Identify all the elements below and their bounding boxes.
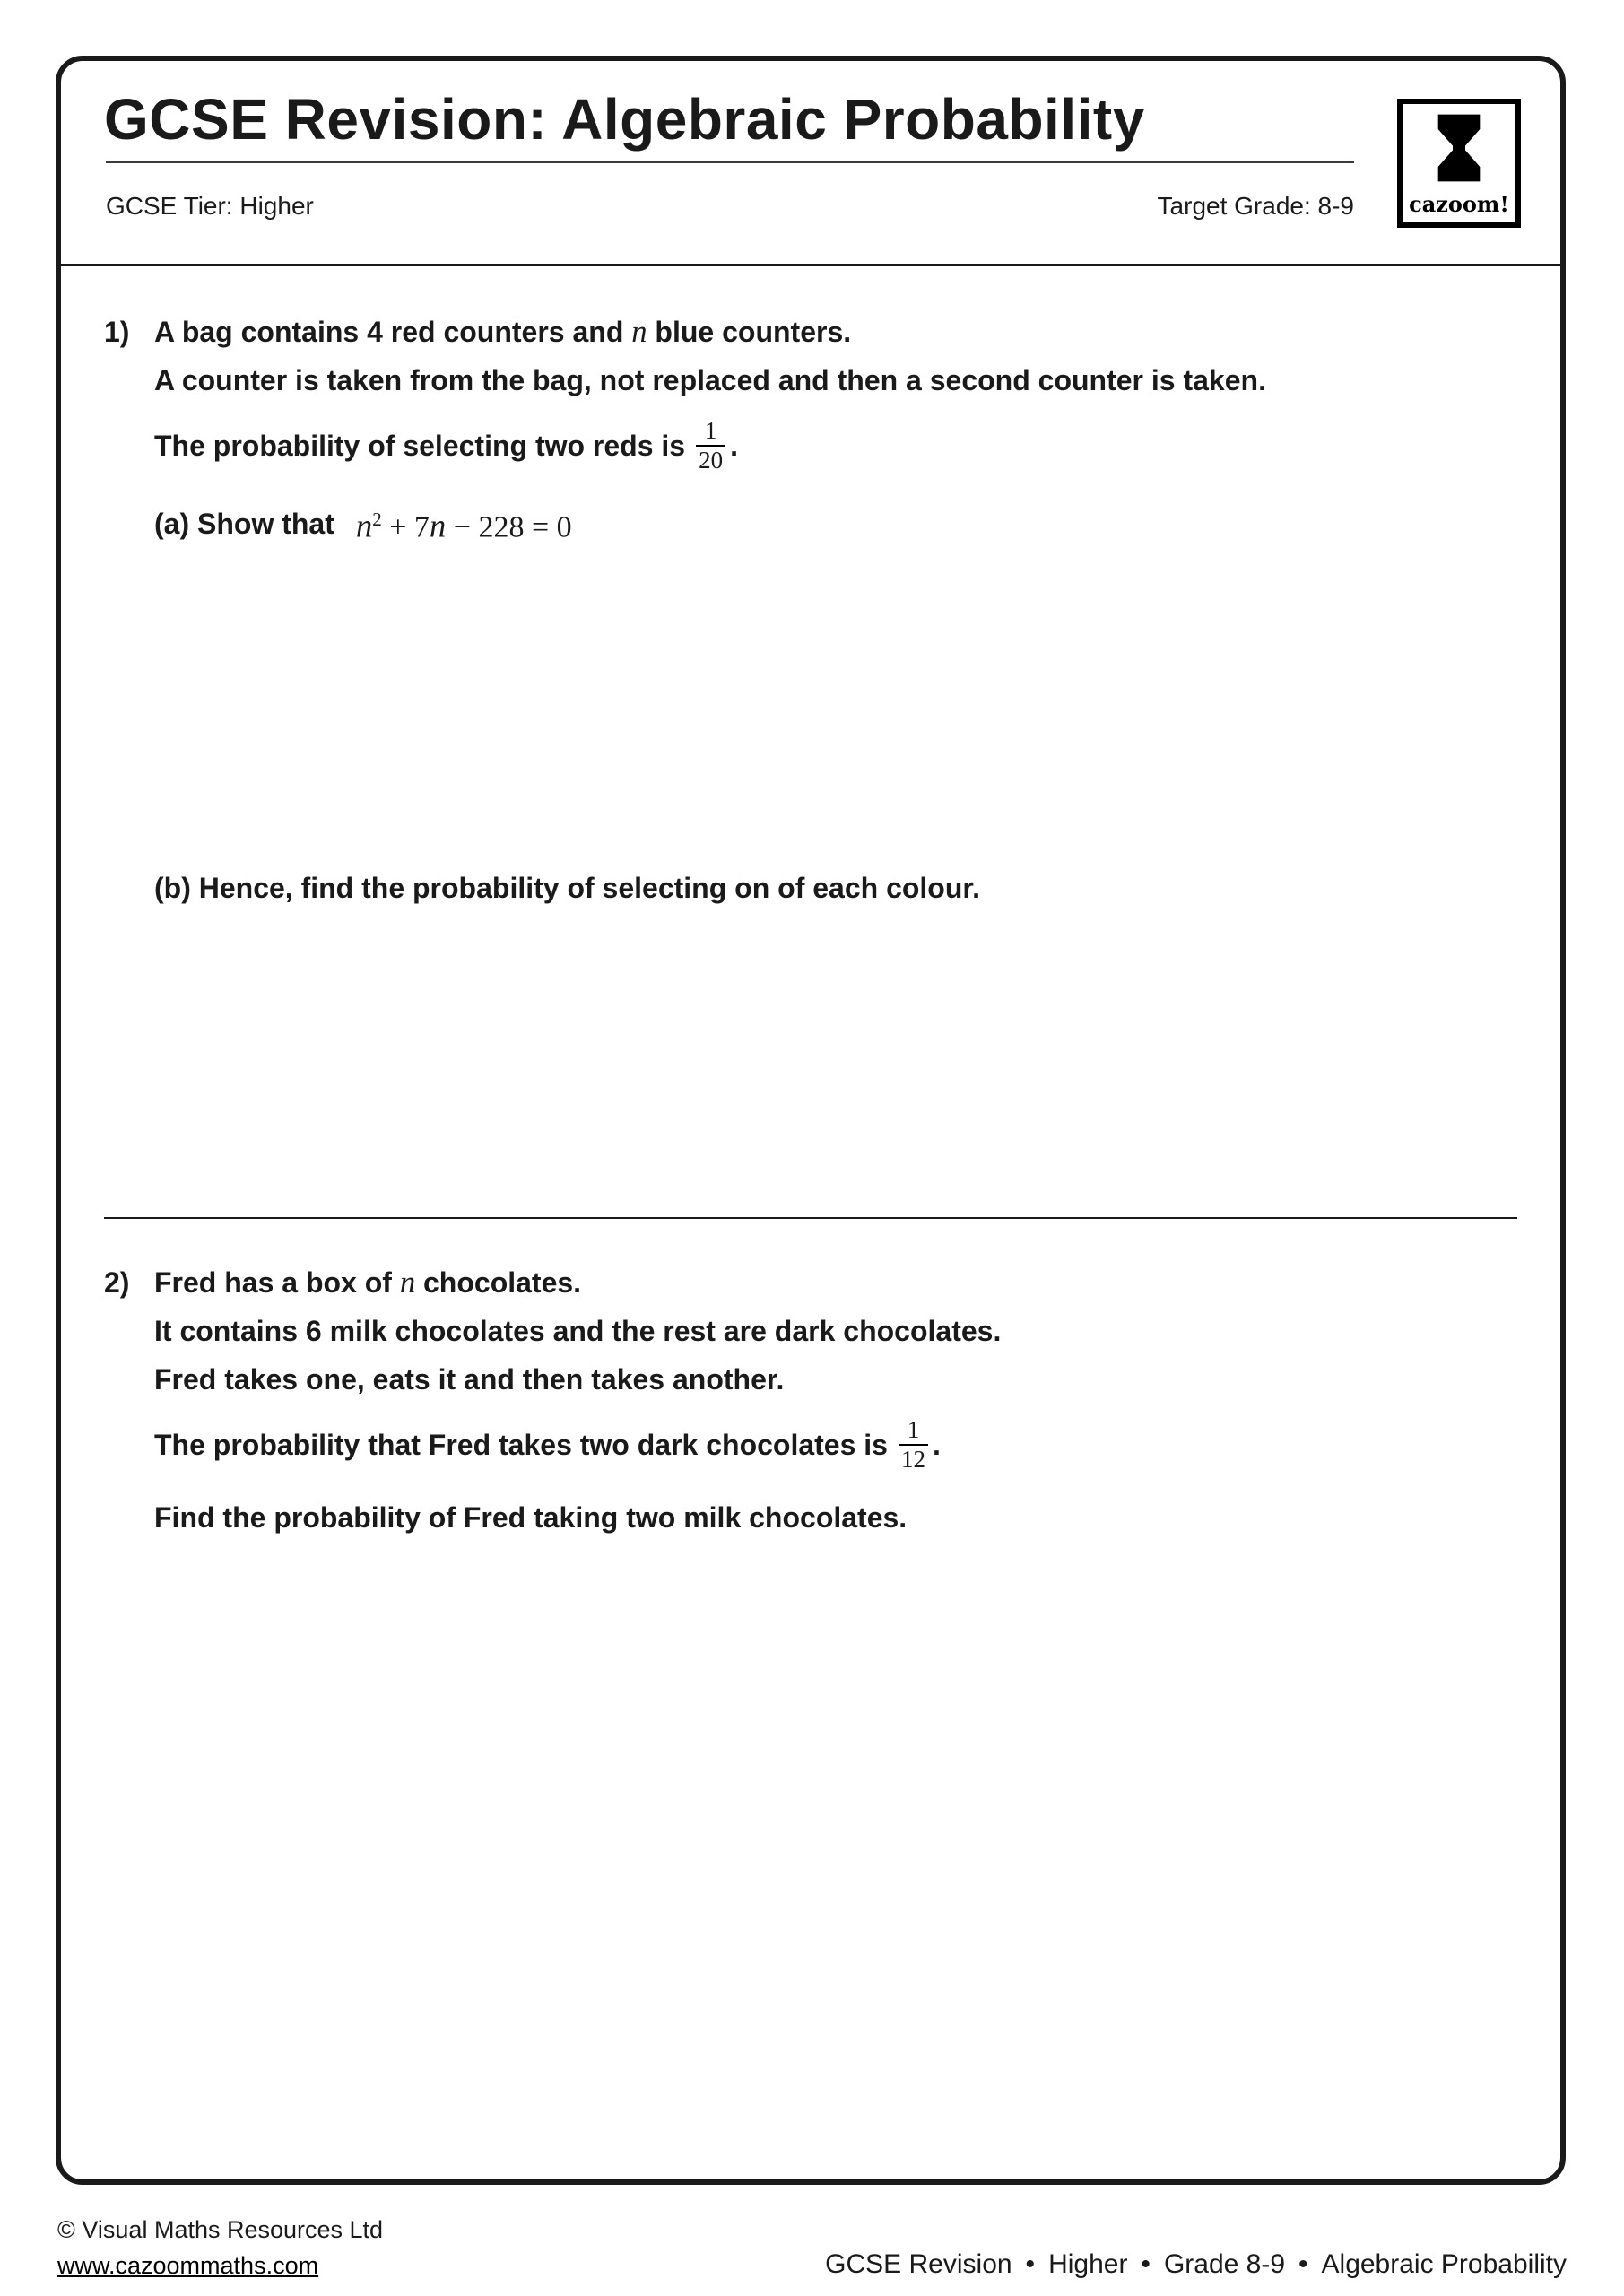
target-grade-label: Target Grade: 8-9 — [1157, 192, 1354, 220]
footer-meta: GCSE Revision • Higher • Grade 8-9 • Algebraic Probability — [825, 2249, 1567, 2279]
q1-part-b: (b) Hence, find the probability of selecting on of each colour. — [154, 872, 980, 904]
q1-part-a — [154, 498, 1517, 550]
question-1 — [104, 308, 1517, 1217]
q2-line-3: Fred takes one, eats it and then takes another. — [154, 1363, 785, 1396]
logo-text: cazoom! — [1409, 191, 1509, 217]
math-var-n: n — [399, 1265, 416, 1300]
copyright-text: © Visual Maths Resources Ltd — [57, 2216, 384, 2243]
website-link[interactable]: www.cazoommaths.com — [57, 2252, 319, 2279]
fraction-denominator: 12 — [899, 1444, 928, 1474]
q1-line-2: A counter is taken from the bag, not replaced and then a second counter is taken. — [154, 364, 1266, 396]
q1-line-3: The probability of selecting two reds is $\frac{1}{20}$ . — [154, 416, 738, 474]
math-var-n: n — [429, 507, 447, 544]
q1-line-1: A bag contains 4 red counters and n blue counters. — [154, 315, 852, 349]
question-divider — [104, 1217, 1517, 1219]
question-2 — [104, 1258, 1517, 1542]
page-footer — [0, 2212, 1624, 2283]
q2-line-5: Find the probability of Fred taking two milk chocolates. — [154, 1501, 908, 1534]
tier-label: GCSE Tier: Higher — [106, 192, 314, 220]
question-1-number: 1) — [104, 316, 130, 348]
hourglass-icon — [1434, 113, 1484, 187]
q2-line-4: The probability that Fred takes two dark chocolates is $\frac{1}{12}$ . — [154, 1415, 941, 1473]
fraction-numerator: 1 — [907, 1415, 920, 1443]
q1-equation: $n^2 + 7n - 228 = 0$ — [355, 507, 572, 544]
q1-answer-space-b — [154, 912, 1517, 1217]
exponent: 2 — [372, 509, 382, 531]
cazoom-logo — [1397, 99, 1521, 228]
page-title: GCSE Revision: Algebraic Probability — [104, 87, 1145, 152]
q1-part-a-label: (a) Show that — [154, 508, 334, 540]
fraction-1-20 — [696, 417, 725, 474]
q1-answer-space-a — [154, 550, 1517, 864]
q2-line-2: It contains 6 milk chocolates and the rest are dark chocolates. — [154, 1315, 1002, 1347]
title-underline — [106, 161, 1354, 163]
worksheet-content — [61, 266, 1560, 2179]
worksheet-frame — [56, 56, 1566, 2185]
fraction-numerator: 1 — [704, 416, 717, 444]
q2-line-1: Fred has a box of n chocolates. — [154, 1265, 582, 1300]
math-var-n: n — [355, 507, 373, 544]
question-2-number: 2) — [104, 1266, 130, 1299]
fraction-1-12 — [899, 1416, 928, 1474]
math-var-n: n — [631, 315, 647, 349]
fraction-denominator: 20 — [696, 445, 725, 474]
